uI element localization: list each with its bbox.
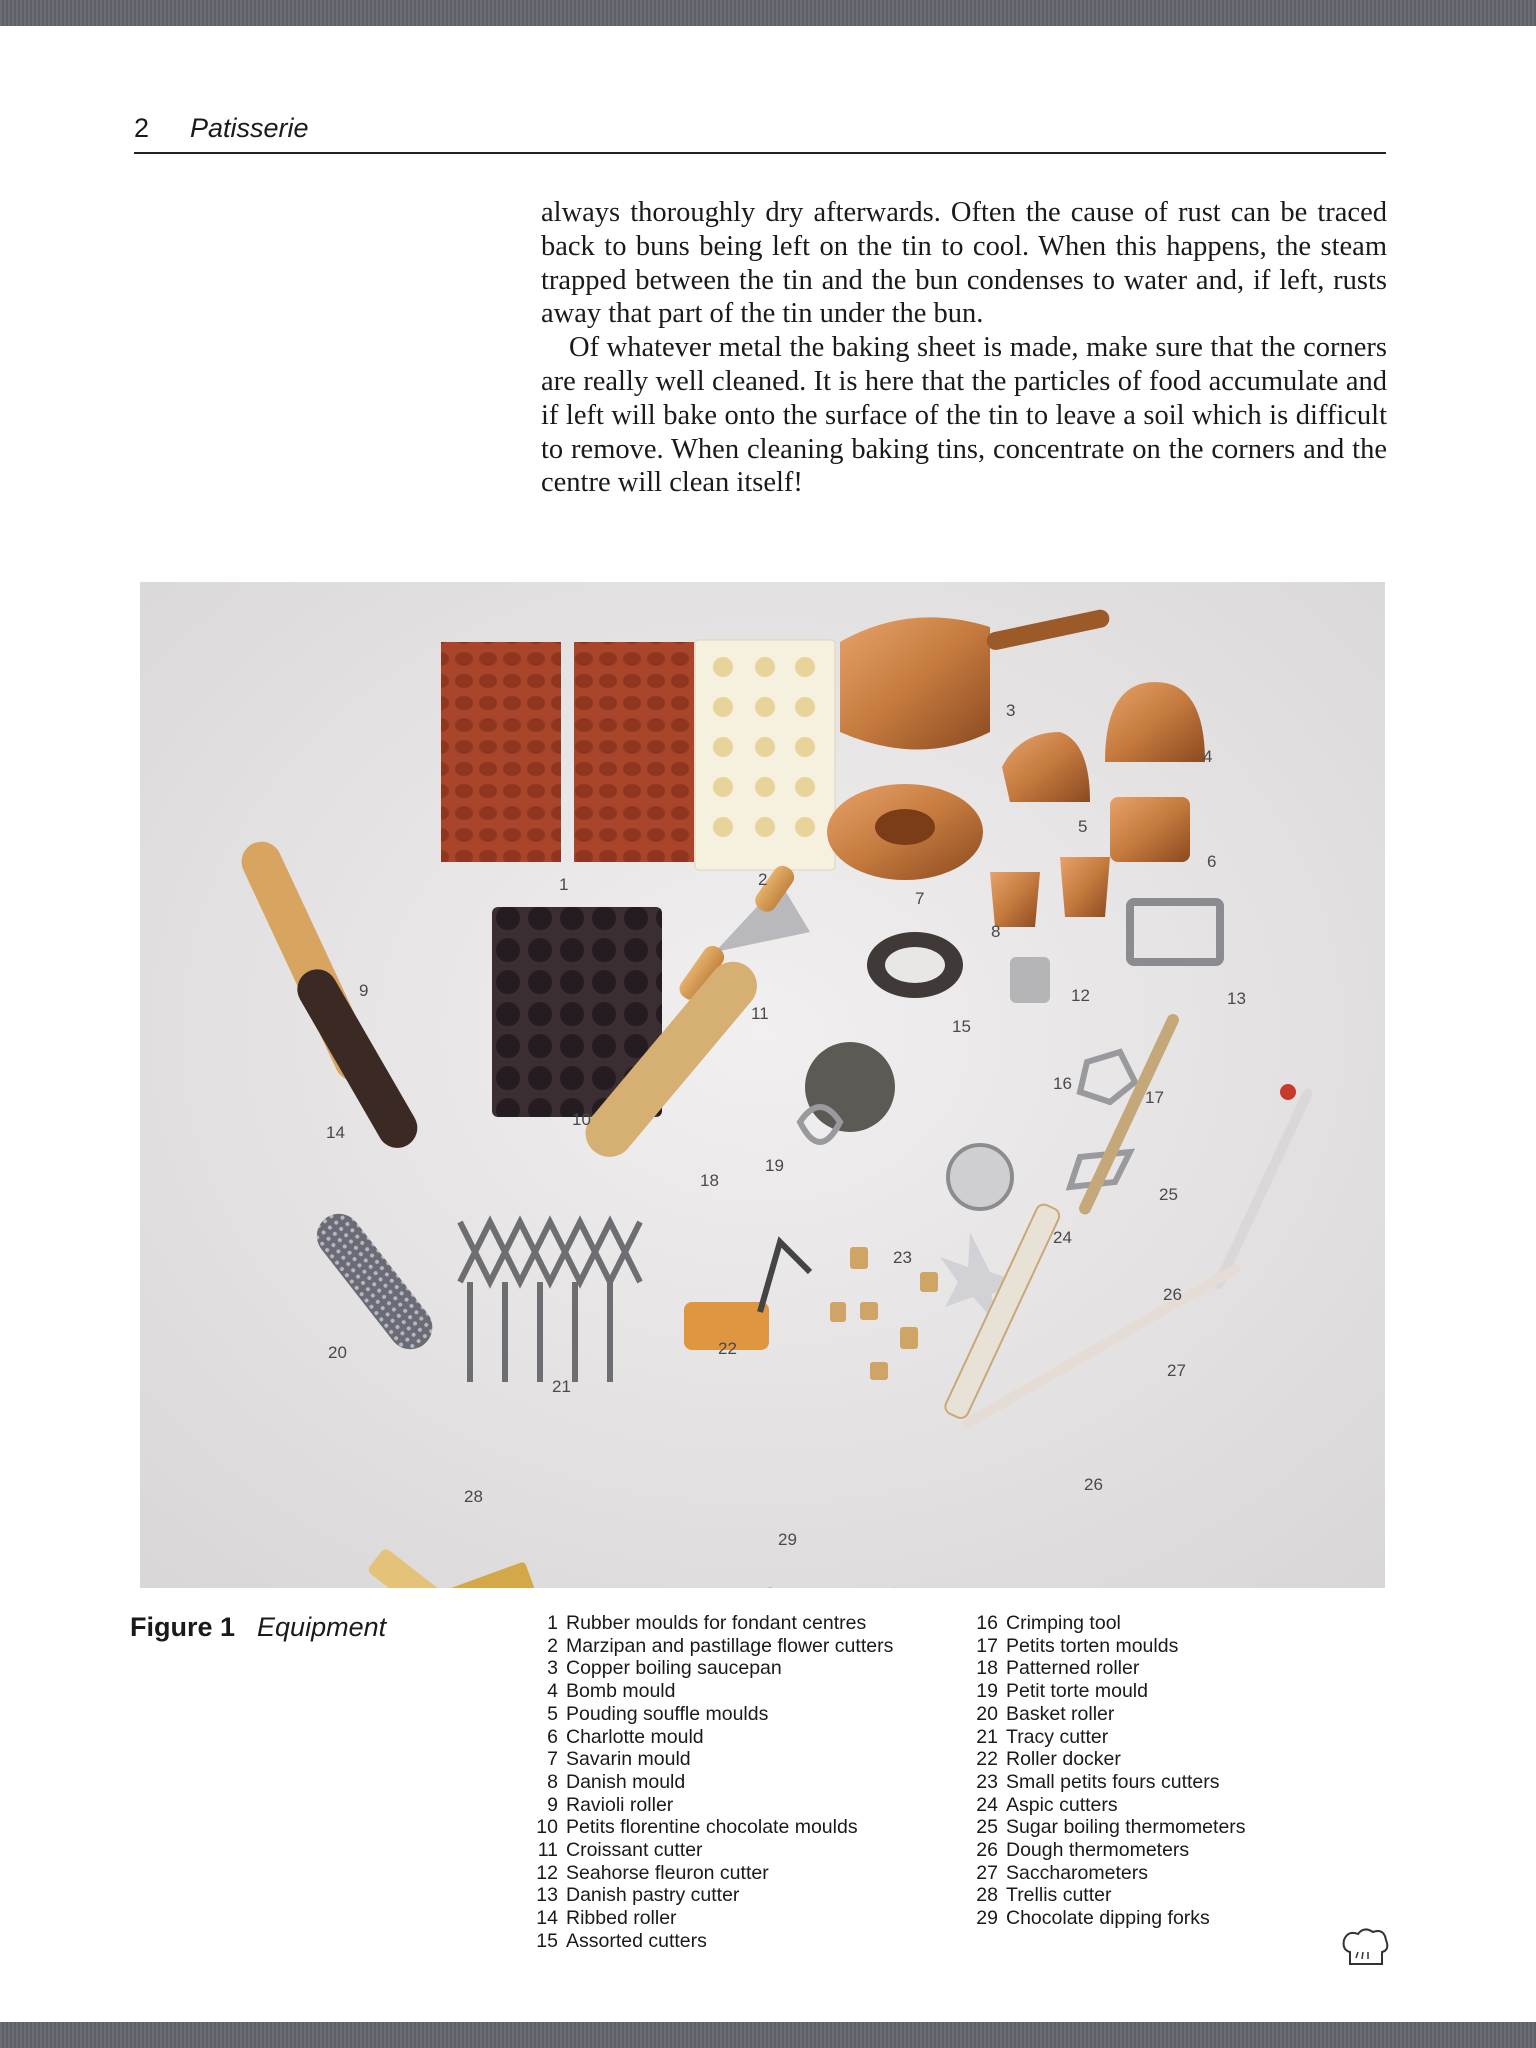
key-number: 11 xyxy=(537,1839,558,1862)
key-label: Petits florentine chocolate moulds xyxy=(566,1816,858,1839)
key-item xyxy=(522,1680,893,1703)
key-label: Charlotte mould xyxy=(566,1725,704,1748)
bottom-toolbar-bar xyxy=(0,2022,1536,2048)
key-label: Aspic cutters xyxy=(1006,1793,1118,1816)
key-item xyxy=(962,1703,1246,1726)
key-label: Crimping tool xyxy=(1006,1612,1121,1634)
key-item xyxy=(522,1612,893,1635)
photo-label: 21 xyxy=(552,1377,571,1396)
key-number: 25 xyxy=(976,1816,998,1839)
key-number: 4 xyxy=(547,1680,558,1703)
equipment-illustration xyxy=(140,582,1385,1588)
danish-mould xyxy=(990,872,1040,927)
key-number: 1 xyxy=(547,1612,558,1634)
key-label: Ribbed roller xyxy=(566,1907,677,1930)
key-item xyxy=(522,1726,893,1749)
key-label: Rubber moulds for fondant centres xyxy=(566,1612,867,1634)
body-text xyxy=(541,196,1387,500)
key-label: Dough thermometers xyxy=(1006,1839,1190,1862)
copper-saucepan xyxy=(840,617,990,749)
key-item xyxy=(962,1862,1246,1885)
key-number: 3 xyxy=(547,1657,558,1680)
equipment-photo xyxy=(140,582,1385,1588)
key-number: 9 xyxy=(547,1793,558,1816)
photo-label: 26 xyxy=(1163,1285,1182,1304)
key-item xyxy=(962,1726,1246,1749)
key-label: Croissant cutter xyxy=(566,1839,703,1862)
key-label: Small petits fours cutters xyxy=(1006,1770,1220,1793)
photo-label: 24 xyxy=(1053,1228,1072,1247)
key-number: 8 xyxy=(547,1770,558,1793)
key-number: 2 xyxy=(547,1634,558,1657)
key-item xyxy=(962,1635,1246,1658)
key-label: Savarin mould xyxy=(566,1748,691,1771)
key-label: Danish pastry cutter xyxy=(566,1884,740,1907)
page-number: 2 xyxy=(134,113,150,143)
key-item xyxy=(522,1657,893,1680)
photo-label: 17 xyxy=(1145,1088,1164,1107)
key-label: Ravioli roller xyxy=(566,1793,674,1816)
key-item xyxy=(962,1771,1246,1794)
top-toolbar-bar xyxy=(0,0,1536,26)
key-label: Chocolate dipping forks xyxy=(1006,1907,1210,1930)
photo-label: 10 xyxy=(572,1110,591,1129)
key-number: 23 xyxy=(976,1770,998,1793)
photo-label: 28 xyxy=(464,1487,483,1506)
chef-hat-icon xyxy=(1340,1924,1392,1976)
key-number: 16 xyxy=(976,1612,998,1634)
photo-label: 23 xyxy=(893,1248,912,1267)
rubber-mould xyxy=(441,642,561,862)
photo-label: 4 xyxy=(1203,747,1213,766)
photo-label: 16 xyxy=(1053,1074,1072,1093)
photo-label: 14 xyxy=(326,1123,345,1142)
equipment-key-right xyxy=(962,1612,1246,1930)
photo-label: 19 xyxy=(765,1156,784,1175)
photo-label: 22 xyxy=(718,1339,737,1358)
key-item xyxy=(522,1771,893,1794)
key-label: Sugar boiling thermometers xyxy=(1006,1816,1246,1839)
key-item xyxy=(962,1907,1246,1930)
photo-label: 2 xyxy=(758,870,768,889)
photo-label: 1 xyxy=(559,875,569,894)
key-item xyxy=(522,1839,893,1862)
photo-label: 26 xyxy=(1084,1475,1103,1494)
photo-label: 13 xyxy=(1227,989,1246,1008)
key-item xyxy=(962,1794,1246,1817)
key-number: 27 xyxy=(976,1861,998,1884)
key-label: Copper boiling saucepan xyxy=(566,1657,782,1680)
paragraph: Of whatever metal the baking sheet is made, make sure that the corners are really well cleaned. It is here that the particles of food accumulate and if left will bake onto the surface of the tin to leave a soil which is difficult to remove. When cleaning baking tins, concentrate on the corners and the centre will clean itself! xyxy=(541,332,1387,499)
photo-label: 20 xyxy=(328,1343,347,1362)
assorted-cutters xyxy=(805,1042,895,1132)
key-number: 24 xyxy=(976,1793,998,1816)
photo-label: 18 xyxy=(700,1171,719,1190)
photo-label: 5 xyxy=(1078,817,1088,836)
key-number: 17 xyxy=(976,1634,998,1657)
key-label: Assorted cutters xyxy=(566,1929,707,1952)
key-item xyxy=(962,1680,1246,1703)
photo-label: 25 xyxy=(1159,1185,1178,1204)
key-label: Petits torten moulds xyxy=(1006,1634,1179,1657)
photo-label: 12 xyxy=(1071,986,1090,1005)
key-item xyxy=(962,1816,1246,1839)
figure-title: Equipment xyxy=(257,1612,387,1642)
key-label: Trellis cutter xyxy=(1006,1884,1112,1907)
key-number: 7 xyxy=(547,1748,558,1771)
key-item xyxy=(522,1635,893,1658)
key-number: 15 xyxy=(536,1929,558,1952)
key-item xyxy=(522,1703,893,1726)
key-label: Pouding souffle moulds xyxy=(566,1702,769,1725)
key-number: 22 xyxy=(976,1748,998,1771)
key-number: 29 xyxy=(976,1907,998,1930)
photo-label: 29 xyxy=(778,1530,797,1549)
key-item xyxy=(522,1748,893,1771)
key-item xyxy=(522,1862,893,1885)
key-item xyxy=(522,1794,893,1817)
key-item xyxy=(962,1839,1246,1862)
key-label: Seahorse fleuron cutter xyxy=(566,1861,769,1884)
key-label: Tracy cutter xyxy=(1006,1725,1109,1748)
key-label: Bomb mould xyxy=(566,1680,676,1703)
key-label: Saccharometers xyxy=(1006,1861,1148,1884)
key-number: 18 xyxy=(976,1657,998,1680)
key-label: Marzipan and pastillage flower cutters xyxy=(566,1634,894,1657)
running-header xyxy=(134,108,1386,154)
key-number: 19 xyxy=(976,1680,998,1703)
key-item xyxy=(962,1612,1246,1635)
key-number: 5 xyxy=(547,1702,558,1725)
key-item xyxy=(962,1657,1246,1680)
key-number: 13 xyxy=(536,1884,558,1907)
photo-label: 15 xyxy=(952,1017,971,1036)
key-item xyxy=(522,1884,893,1907)
equipment-key-left xyxy=(522,1612,893,1953)
key-item xyxy=(962,1748,1246,1771)
running-title: Patisserie xyxy=(190,113,309,143)
key-label: Roller docker xyxy=(1006,1748,1121,1771)
key-label: Petit torte mould xyxy=(1006,1680,1148,1703)
key-number: 21 xyxy=(976,1725,998,1748)
key-item xyxy=(522,1930,893,1953)
photo-label: 27 xyxy=(1167,1361,1186,1380)
key-number: 28 xyxy=(976,1884,998,1907)
key-number: 12 xyxy=(536,1861,558,1884)
key-number: 26 xyxy=(976,1839,998,1862)
figure-number: Figure 1 xyxy=(130,1612,236,1642)
photo-label: 9 xyxy=(359,981,369,1000)
seahorse-fleuron-cutter xyxy=(1010,957,1050,1003)
key-label: Basket roller xyxy=(1006,1702,1115,1725)
key-item xyxy=(522,1907,893,1930)
key-number: 14 xyxy=(536,1907,558,1930)
photo-label: 3 xyxy=(1006,701,1016,720)
photo-label: 8 xyxy=(991,922,1001,941)
photo-label: 7 xyxy=(915,889,925,908)
key-number: 6 xyxy=(547,1725,558,1748)
figure-caption xyxy=(130,1612,386,1643)
round-cutter-set xyxy=(948,1145,1012,1209)
key-label: Patterned roller xyxy=(1006,1657,1140,1680)
photo-label: 11 xyxy=(751,1004,769,1023)
danish-mould xyxy=(1060,857,1110,917)
photo-label: 6 xyxy=(1207,852,1217,871)
key-label: Danish mould xyxy=(566,1770,686,1793)
key-item xyxy=(522,1816,893,1839)
rubber-mould xyxy=(574,642,694,862)
key-item xyxy=(962,1884,1246,1907)
key-number: 20 xyxy=(976,1702,998,1725)
paragraph: always thoroughly dry afterwards. Often the cause of rust can be traced back to buns being left on the tin to cool. When this happens, the steam trapped between the tin and the bun condenses to water and, if left, rusts away that part of the tin under the bun. xyxy=(541,197,1387,330)
key-number: 10 xyxy=(536,1816,558,1839)
charlotte-mould xyxy=(1110,797,1190,862)
